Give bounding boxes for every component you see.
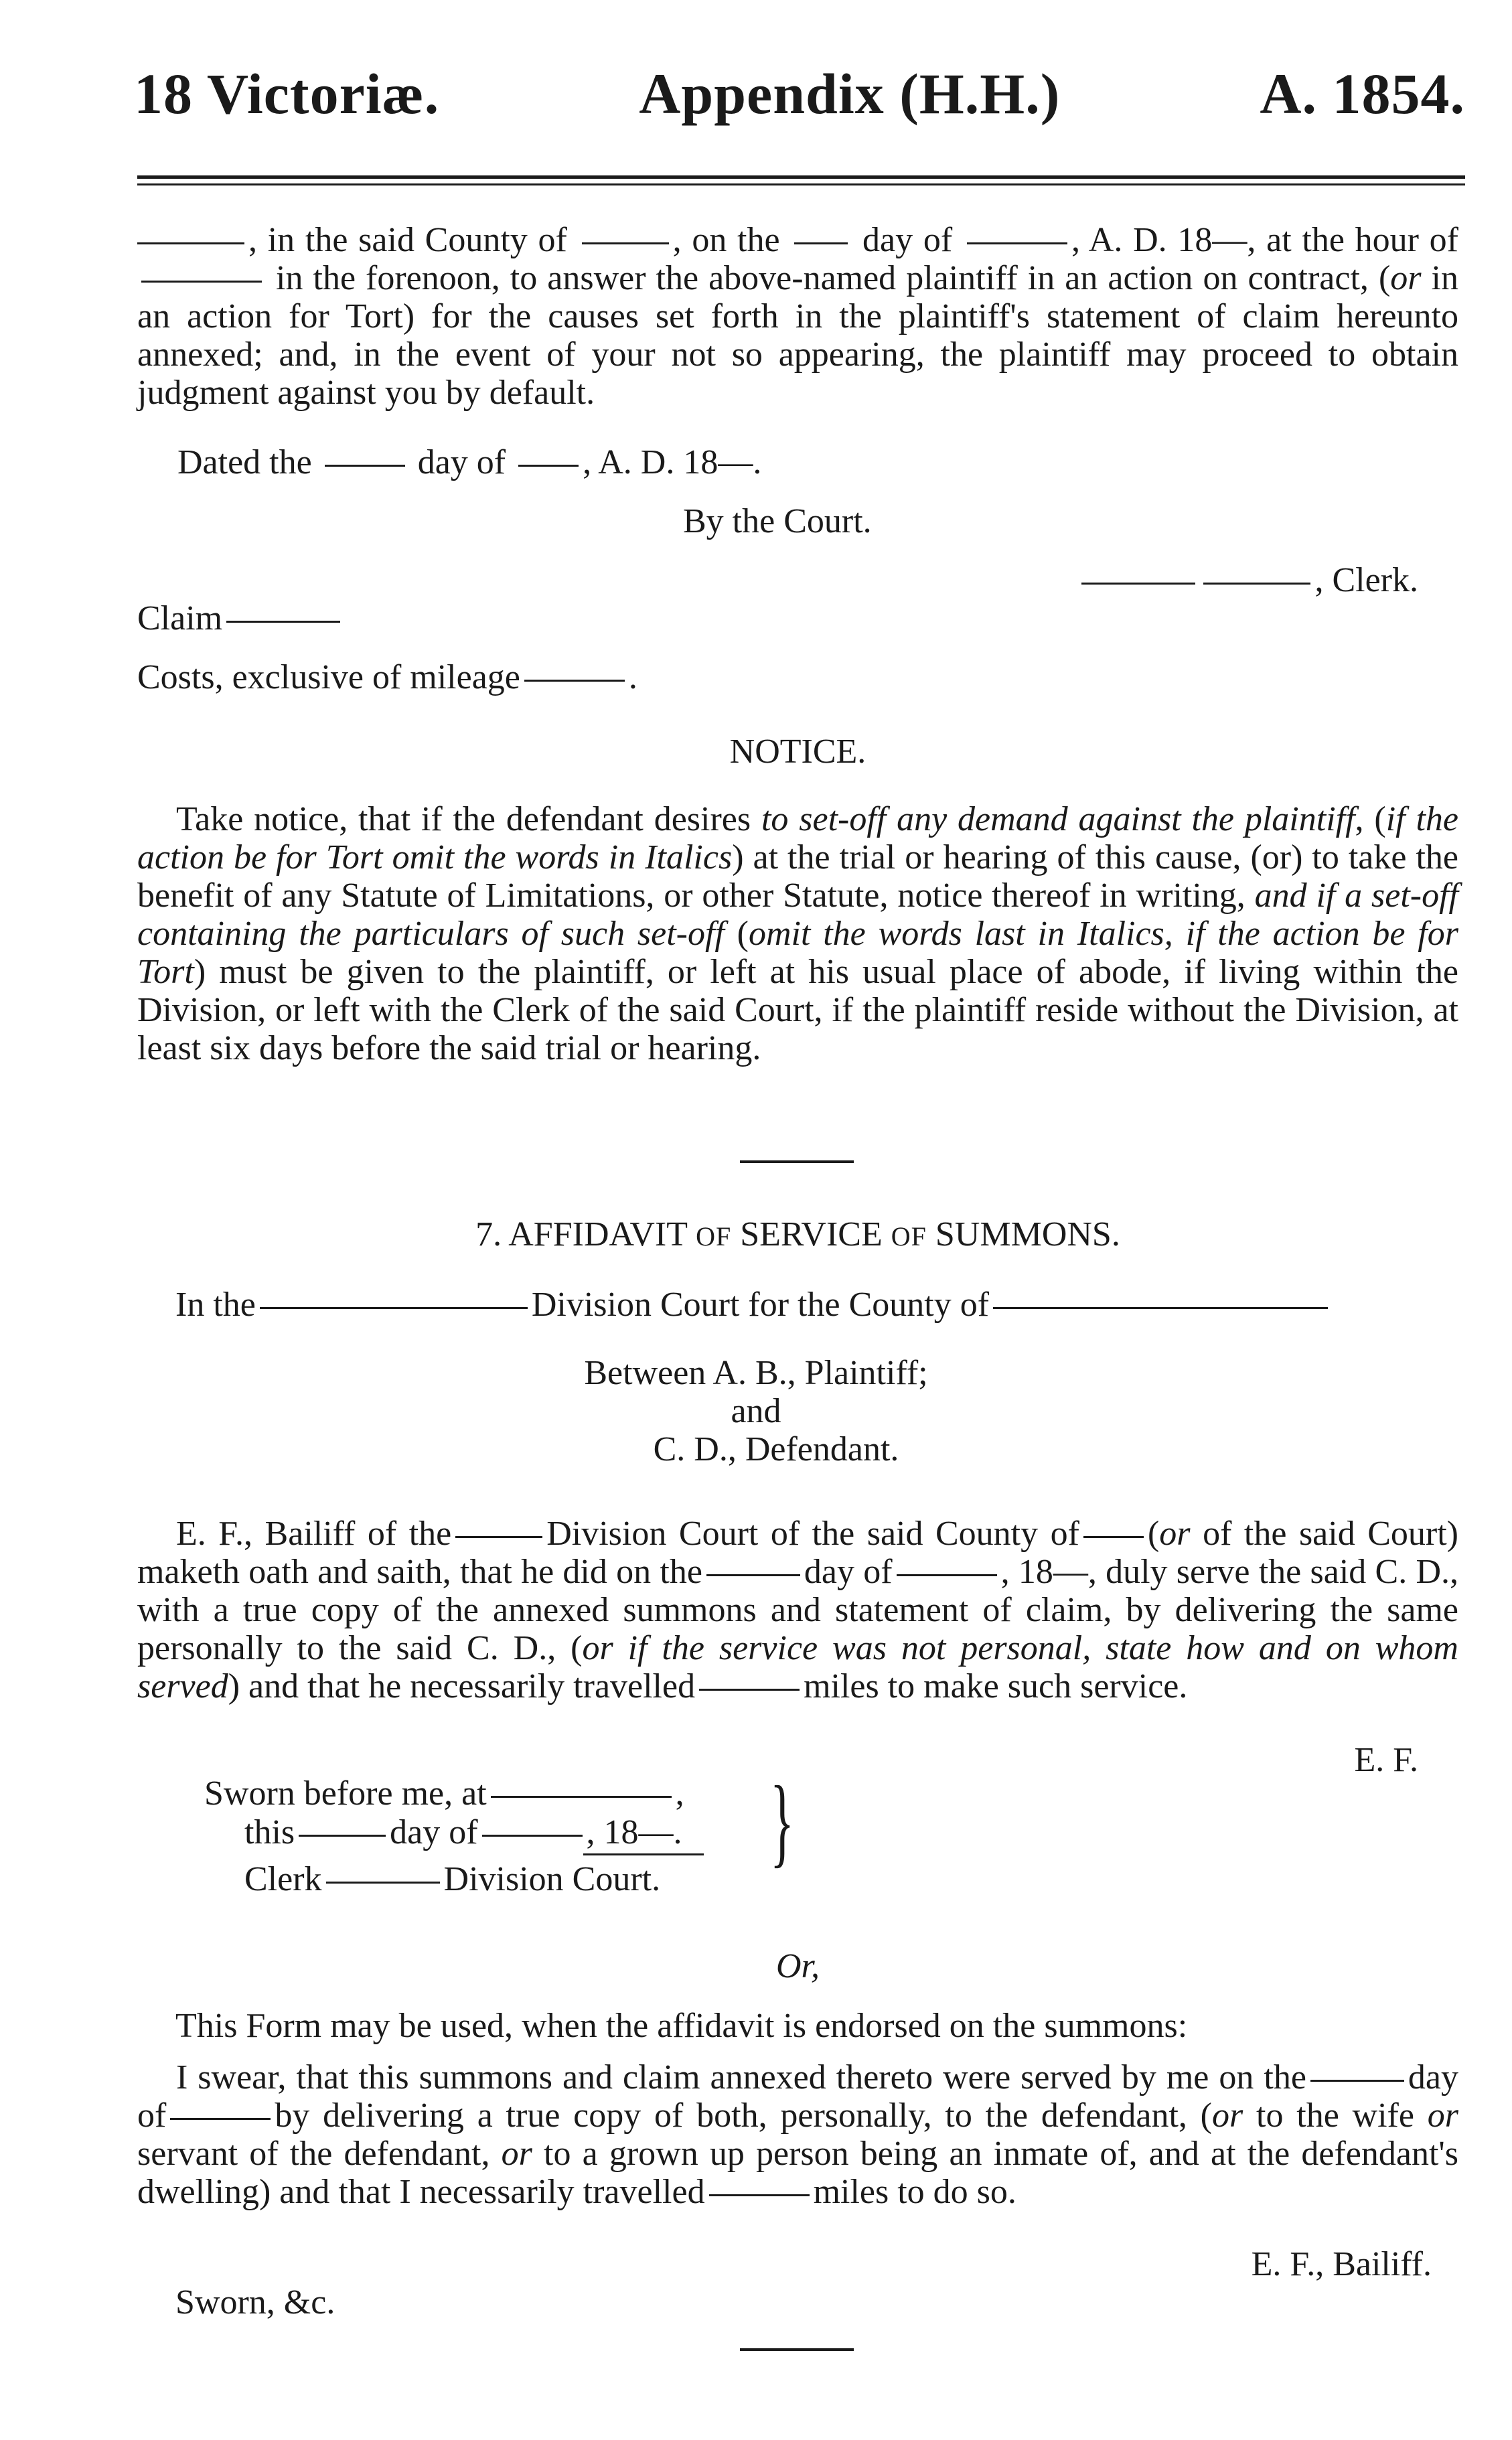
swear-text: to a grown up person being an inmate of, and at the defendant's dwelling) and that I necessarily travelled xyxy=(137,2135,1458,2211)
sworn-line-3 xyxy=(204,1860,684,1899)
blank-line xyxy=(299,1835,386,1837)
swear-paragraph xyxy=(137,2058,1458,2211)
notice-text: , ( xyxy=(1355,800,1386,838)
blank-line xyxy=(897,1574,997,1576)
blank-line xyxy=(582,242,669,244)
notice-paragraph xyxy=(137,800,1458,1067)
sworn-text: , xyxy=(675,1774,684,1813)
blank-line xyxy=(137,242,244,244)
end-divider xyxy=(740,2348,854,2351)
sworn-block xyxy=(204,1774,684,1899)
affidavit-text: , 18—, duly serve the said C. D., with a true copy of the annexed summons and statement of claim, by delivering the same personally to the said C. D., ( xyxy=(137,1553,1458,1667)
header-left: 18 Victoriæ. xyxy=(134,62,440,126)
in-the-line xyxy=(175,1286,1458,1324)
or-line: Or, xyxy=(775,1947,820,1985)
affidavit-text: of the said Court) maketh oath and saith, that he did on the xyxy=(137,1515,1458,1591)
blank-line xyxy=(326,1882,440,1884)
heading-text: OF xyxy=(696,1221,732,1251)
blank-line xyxy=(325,465,405,467)
form-note: This Form may be used, when the affidavit is endorsed on the summons: xyxy=(175,2007,1188,2045)
affidavit-text: Division Court of the said County of xyxy=(546,1515,1079,1553)
notice-italic: and if a set-off containing the particulars of such set-off xyxy=(137,876,1458,953)
heading-text: SUMMONS. xyxy=(926,1215,1120,1253)
blank-line xyxy=(709,2194,810,2196)
costs-text: Costs, exclusive of mileage xyxy=(137,658,520,696)
clerk-line xyxy=(1004,561,1418,599)
swear-text: miles to do so. xyxy=(813,2173,1016,2211)
blank-line xyxy=(524,680,625,682)
heading-text: 7. AFFIDAVIT xyxy=(475,1215,696,1253)
blank-line xyxy=(226,621,340,623)
sworn-line-1 xyxy=(204,1774,684,1813)
italic-or: or xyxy=(1390,259,1422,297)
bailiff-signature: E. F., Bailiff. xyxy=(1251,2245,1432,2283)
summons-text: day of xyxy=(852,221,963,259)
blank-line xyxy=(967,242,1067,244)
blank-line xyxy=(518,465,579,467)
notice-text: ) at the trial or hearing of this cause, (or) to take the benefit of any Statute of Limitations, or other Statute, notice thereof in writing, xyxy=(137,838,1458,915)
header-rule-top xyxy=(137,175,1465,179)
blank-line xyxy=(170,2118,271,2120)
blank-line xyxy=(794,242,848,244)
blank-line xyxy=(706,1574,800,1576)
italic-or: or xyxy=(1159,1515,1191,1553)
blank-line xyxy=(455,1536,542,1538)
by-the-court: By the Court. xyxy=(683,502,872,540)
affidavit-text: day of xyxy=(804,1553,893,1591)
page-header xyxy=(134,60,1465,127)
clerk-text: , Clerk. xyxy=(1314,561,1418,599)
notice-italic: to set-off any demand against the plaintiff xyxy=(761,800,1355,838)
swear-text: by delivering a true copy of both, personally, to the defendant, ( xyxy=(275,2096,1212,2135)
defendant-line: C. D., Defendant. xyxy=(653,1430,899,1468)
dated-text: , A. D. 18—. xyxy=(583,443,762,481)
sworn-line-2 xyxy=(204,1813,684,1852)
dated-text: Dated the xyxy=(177,443,321,481)
blank-line xyxy=(1203,583,1310,585)
claim-text: Claim xyxy=(137,599,223,637)
blank-line xyxy=(1083,1536,1144,1538)
plaintiff-line: Between A. B., Plaintiff; xyxy=(584,1354,928,1392)
affidavit-text: E. F., Bailiff of the xyxy=(176,1515,452,1553)
notice-heading: NOTICE. xyxy=(729,733,866,771)
notice-italic: if the action be for Tort omit the words in Italics xyxy=(137,800,1458,876)
costs-line xyxy=(137,658,1458,696)
swear-text: servant of the defendant, xyxy=(137,2135,502,2173)
blank-line xyxy=(699,1689,800,1691)
swear-text: I swear, that this summons and claim annexed thereto were served by me on the xyxy=(176,2058,1306,2096)
blank-line xyxy=(141,281,262,283)
summons-paragraph xyxy=(137,221,1458,412)
sworn-text: , 18—. xyxy=(586,1813,682,1851)
heading-text: SERVICE xyxy=(731,1215,891,1253)
sworn-text: Clerk xyxy=(244,1860,322,1898)
summons-text: in an action for Tort) for the causes set forth in the plaintiff's statement of claim hereunto annexed; and, in the event of your not so appearing, the plaintiff may proceed to obtain judgment against you by default. xyxy=(137,259,1458,412)
summons-text: , on the xyxy=(672,221,791,259)
sworn-text: this xyxy=(244,1813,295,1851)
notice-text: Take notice, that if the defendant desires xyxy=(176,800,761,838)
in-the-text: In the xyxy=(175,1286,256,1324)
blank-line xyxy=(1310,2080,1404,2082)
blank-line xyxy=(583,1853,704,1855)
summons-text: , A. D. 18—, at the hour of xyxy=(1071,221,1458,259)
notice-italic: omit the words last in Italics, if the action be for Tort xyxy=(137,915,1458,991)
italic-or: or xyxy=(1212,2096,1243,2135)
blank-line xyxy=(1081,583,1195,585)
blank-line xyxy=(491,1796,672,1798)
claim-line xyxy=(137,599,1458,637)
parties-block xyxy=(469,1354,1043,1468)
affidavit-paragraph xyxy=(137,1515,1458,1705)
header-rule-bottom xyxy=(137,183,1465,185)
italic-or: or xyxy=(501,2135,532,2173)
summons-text: in the forenoon, to answer the above-named plaintiff in an action on contract, ( xyxy=(266,259,1391,297)
costs-text: . xyxy=(628,658,637,696)
blank-line xyxy=(993,1307,1328,1309)
sworn-text: day of xyxy=(390,1813,478,1851)
in-the-text: Division Court for the County of xyxy=(531,1286,990,1324)
affidavit-text: ) and that he necessarily travelled xyxy=(228,1667,696,1705)
affidavit-text: ( xyxy=(1147,1515,1160,1553)
sworn-text: Sworn before me, at xyxy=(204,1774,487,1813)
and-line: and xyxy=(731,1392,781,1430)
sworn-etc: Sworn, &c. xyxy=(175,2283,335,2321)
swear-text: to the wife xyxy=(1243,2096,1428,2135)
section-7-heading xyxy=(137,1215,1458,1255)
sworn-text: Division Court. xyxy=(443,1860,661,1898)
italic-or: or xyxy=(1427,2096,1458,2135)
notice-text: ) must be given to the plaintiff, or left at his usual place of abode, if living within the Division, or left with the Clerk of the said Court, if the plaintiff reside without the Division, at least six days before the said trial or hearing. xyxy=(137,953,1458,1067)
dated-text: day of xyxy=(408,443,515,481)
ef-signature: E. F. xyxy=(1354,1741,1418,1779)
swear-text: day of xyxy=(137,2058,1458,2135)
notice-text: ( xyxy=(724,915,749,953)
affidavit-italic: or if the service was not personal, state how and on whom served xyxy=(137,1629,1458,1705)
dated-line xyxy=(177,443,1458,481)
header-center: Appendix (H.H.) xyxy=(639,62,1061,126)
blank-line xyxy=(482,1835,583,1837)
section-divider xyxy=(740,1160,854,1163)
affidavit-text: miles to make such service. xyxy=(804,1667,1188,1705)
brace-symbol: } xyxy=(770,1766,794,1877)
blank-line xyxy=(260,1307,528,1309)
heading-text: OF xyxy=(891,1221,927,1251)
header-right: A. 1854. xyxy=(1260,62,1465,126)
sworn-rule-row xyxy=(204,1852,684,1860)
summons-text: , in the said County of xyxy=(248,221,578,259)
